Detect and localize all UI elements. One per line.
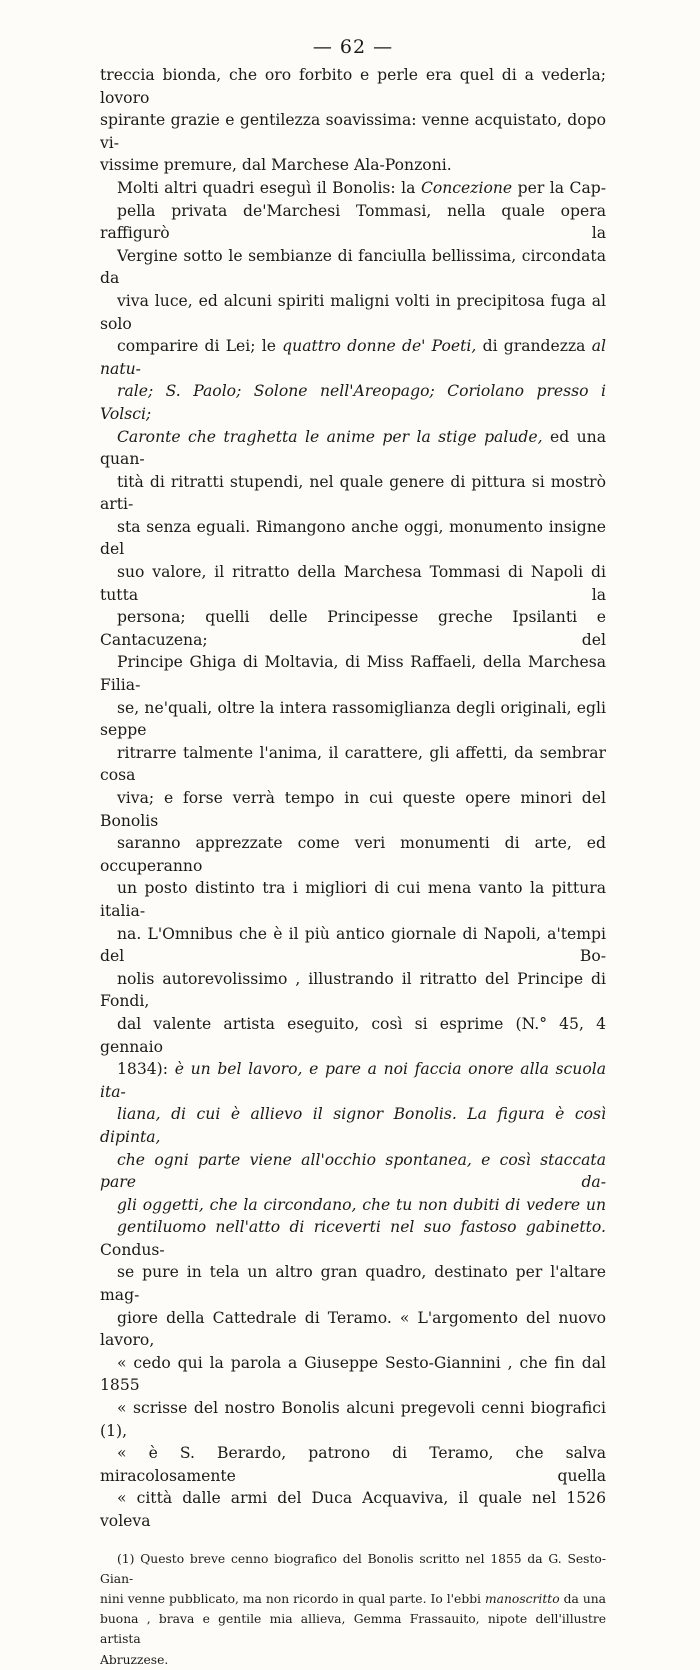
text-line: [100, 1058, 606, 1103]
text-line: [100, 1013, 606, 1058]
text-run: ritrarre talmente l'anima, il carattere, gli affetti, da sembrar cosa: [100, 743, 606, 785]
text-line: [100, 1149, 606, 1194]
text-run: treccia bionda, che oro forbito e perle era quel di a vederla; lovoro: [100, 66, 606, 107]
italic-text: Caronte che traghetta le anime per la stige palude,: [117, 427, 543, 446]
text-line: [100, 787, 606, 832]
italic-text: rale; S. Paolo; Solone nell'Areopago; Coriolano presso i Volsci;: [100, 382, 606, 423]
text-run: viva; e forse verrà tempo in cui queste opere minori del Bonolis: [100, 789, 606, 830]
text-run: pella privata de'Marchesi Tommasi, nella quale opera raffigurò la: [100, 201, 606, 243]
page-number: — 62 —: [312, 36, 394, 58]
text-run: buona , brava e gentile mia allieva, Gemma Frassauito, nipote dell'illustre artista: [100, 1612, 606, 1647]
italic-text: gentiluomo nell'atto di riceverti nel suo fastoso gabinetto.: [117, 1218, 606, 1237]
text-run: se pure in tela un altro gran quadro, destinato per l'altare mag-: [100, 1263, 606, 1305]
text-line: [100, 1609, 606, 1649]
text-run: di grandezza: [476, 337, 592, 356]
text-line: [100, 380, 606, 425]
text-run: da una: [559, 1592, 606, 1606]
text-line: [100, 245, 606, 290]
text-run: per la Cap-: [512, 178, 606, 197]
text-run: nolis autorevolissimo , illustrando il ritratto del Principe di Fondi,: [100, 969, 606, 1011]
text-line: [100, 290, 606, 335]
text-run: ed una quan-: [100, 427, 606, 469]
text-run: vissime premure, dal Marchese Ala-Ponzoni.: [100, 156, 452, 175]
text-run: « città dalle armi del Duca Acquaviva, il quale nel 1526 voleva: [100, 1489, 606, 1530]
text-run: « è S. Berardo, patrono di Teramo, che salva miracolosamente quella: [100, 1444, 606, 1485]
text-run: Vergine sotto le sembianze di fanciulla bellissima, circondata da: [100, 246, 606, 288]
text-line: [100, 64, 606, 109]
text-line: [100, 832, 606, 877]
text-line: [100, 742, 606, 787]
text-run: suo valore, il ritratto della Marchesa Tommasi di Napoli di tutta la: [100, 563, 606, 604]
text-run: Condus-: [100, 1240, 165, 1259]
text-line: [100, 154, 606, 177]
text-line: [100, 1589, 606, 1609]
text-line: [100, 968, 606, 1013]
italic-text: Concezione: [420, 178, 513, 197]
text-line: [100, 606, 606, 651]
text-run: Molti altri quadri eseguì il Bonolis: la: [117, 178, 421, 197]
text-line: [100, 697, 606, 742]
text-line: [100, 177, 606, 200]
text-line: [100, 561, 606, 606]
text-line: [100, 1216, 606, 1261]
italic-text: liana, di cui è allievo il signor Bonolis. La figura è così dipinta,: [100, 1105, 606, 1146]
text-run: nini venne pubblicato, ma non ricordo in qual parte. Io l'ebbi: [100, 1592, 485, 1606]
text-run: spirante grazie e gentilezza soavissima: venne acquistato, dopo vi-: [100, 111, 606, 152]
text-run: Abruzzese.: [100, 1652, 169, 1667]
text-run: tità di ritratti stupendi, nel quale genere di pittura si mostrò arti-: [100, 472, 606, 514]
body-text: [100, 64, 606, 1533]
italic-text: che ogni parte viene all'occhio spontanea, e così staccata pare da-: [100, 1150, 606, 1192]
text-line: [100, 426, 606, 471]
footnote: [100, 1549, 606, 1670]
text-run: un posto distinto tra i migliori di cui mena vanto la pittura italia-: [100, 879, 606, 920]
text-run: saranno apprezzate come veri monumenti di arte, ed occuperanno: [100, 834, 606, 875]
text-line: [100, 516, 606, 561]
text-line: [100, 109, 606, 154]
text-line: [100, 1487, 606, 1532]
text-run: se, ne'quali, oltre la intera rassomiglianza degli originali, egli seppe: [100, 698, 606, 740]
text-line: [100, 471, 606, 516]
text-line: [100, 1194, 606, 1217]
text-line: [100, 1307, 606, 1352]
book-page: [100, 36, 606, 1670]
text-line: [100, 1103, 606, 1148]
text-run: « cedo qui la parola a Giuseppe Sesto-Giannini , che fin dal 1855: [100, 1353, 606, 1395]
text-line: [100, 1442, 606, 1487]
text-run: na. L'Omnibus che è il più antico giornale di Napoli, a'tempi del Bo-: [100, 924, 606, 966]
text-line: [100, 1650, 606, 1670]
text-run: sta senza eguali. Rimangono anche oggi, monumento insigne del: [100, 517, 606, 559]
paragraph: [100, 64, 606, 177]
text-run: giore della Cattedrale di Teramo. « L'argomento del nuovo lavoro,: [100, 1308, 606, 1350]
text-line: [100, 1549, 606, 1589]
italic-text: quattro donne de' Poeti,: [282, 337, 477, 356]
text-line: [100, 1261, 606, 1306]
italic-text: gli oggetti, che la circondano, che tu non dubiti di vedere un: [117, 1195, 606, 1214]
text-run: viva luce, ed alcuni spiriti maligni volti in precipitosa fuga al solo: [100, 291, 606, 333]
text-run: (1) Questo breve cenno biografico del Bonolis scritto nel 1855 da G. Sesto-Gian-: [100, 1551, 606, 1586]
text-line: [100, 1397, 606, 1442]
text-line: [100, 923, 606, 968]
italic-text: al natu-: [100, 337, 606, 378]
text-run: dal valente artista eseguito, così si esprime (N.° 45, 4 gennaio: [100, 1014, 606, 1056]
text-line: [100, 200, 606, 245]
text-run: 1834):: [117, 1060, 175, 1079]
text-run: comparire di Lei; le: [117, 337, 283, 356]
text-line: [100, 877, 606, 922]
italic-text: manoscritto: [485, 1592, 560, 1606]
italic-text: è un bel lavoro, e pare a noi faccia onore alla scuola ita-: [100, 1060, 606, 1101]
text-run: Principe Ghiga di Moltavia, di Miss Raffaeli, della Marchesa Filia-: [100, 653, 606, 695]
text-line: [100, 1352, 606, 1397]
text-line: [100, 651, 606, 696]
text-line: [100, 335, 606, 380]
paragraph: [100, 177, 606, 1533]
text-run: « scrisse del nostro Bonolis alcuni pregevoli cenni biografici (1),: [100, 1399, 606, 1440]
text-run: persona; quelli delle Principesse greche Ipsilanti e Cantacuzena; del: [100, 608, 606, 649]
